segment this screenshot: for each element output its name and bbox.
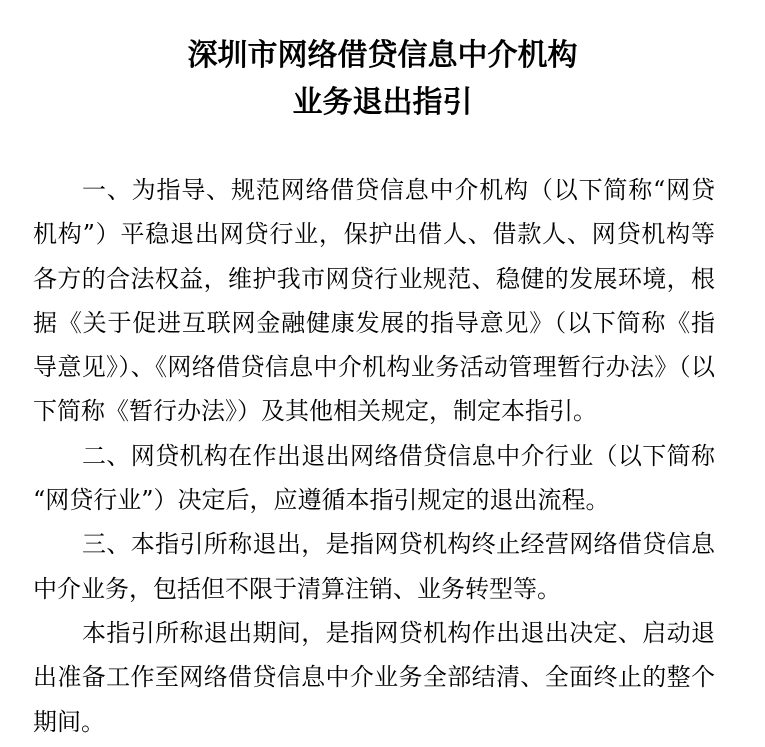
paragraph-line: 各方的合法权益，维护我市网贷行业规范、稳健的发展环境，根 xyxy=(33,264,715,293)
paragraph-line: 中介业务，包括但不限于清算注销、业务转型等。 xyxy=(33,574,561,603)
paragraph-line: 出准备工作至网络借贷信息中介业务全部结清、全面终止的整个 xyxy=(33,663,715,692)
paragraph-line: 据《关于促进互联网金融健康发展的指导意见》（以下简称《指 xyxy=(33,308,715,337)
paragraph-line: 本指引所称退出期间，是指网贷机构作出退出决定、启动退 xyxy=(82,618,715,647)
paragraph xyxy=(33,525,715,614)
paragraph-line: 导意见》）、《网络借贷信息中介机构业务活动管理暂行办法》（以 xyxy=(33,353,715,382)
paragraph-line: 三、本指引所称退出，是指网贷机构终止经营网络借贷信息 xyxy=(82,530,715,559)
paragraph-line: 一、为指导、规范网络借贷信息中介机构（以下简称“网贷 xyxy=(82,176,715,204)
paragraph xyxy=(33,437,715,526)
paragraph-line: 二、网贷机构在作出退出网络借贷信息中介行业（以下简称 xyxy=(82,441,715,470)
paragraph-line: 期间。 xyxy=(33,707,105,736)
document-title-line-1: 深圳市网络借贷信息中介机构 xyxy=(187,38,578,73)
paragraph xyxy=(33,614,715,747)
paragraph xyxy=(33,171,715,437)
paragraph-line: 机构”）平稳退出网贷行业，保护出借人、借款人、网贷机构等 xyxy=(33,220,715,249)
document-title-line-2: 业务退出指引 xyxy=(292,85,473,120)
paragraph-line: “网贷行业”）决定后，应遵循本指引规定的退出流程。 xyxy=(33,486,610,515)
paragraph-line: 下简称《暂行办法》）及其他相关规定，制定本指引。 xyxy=(33,397,597,426)
document-body xyxy=(33,171,715,747)
